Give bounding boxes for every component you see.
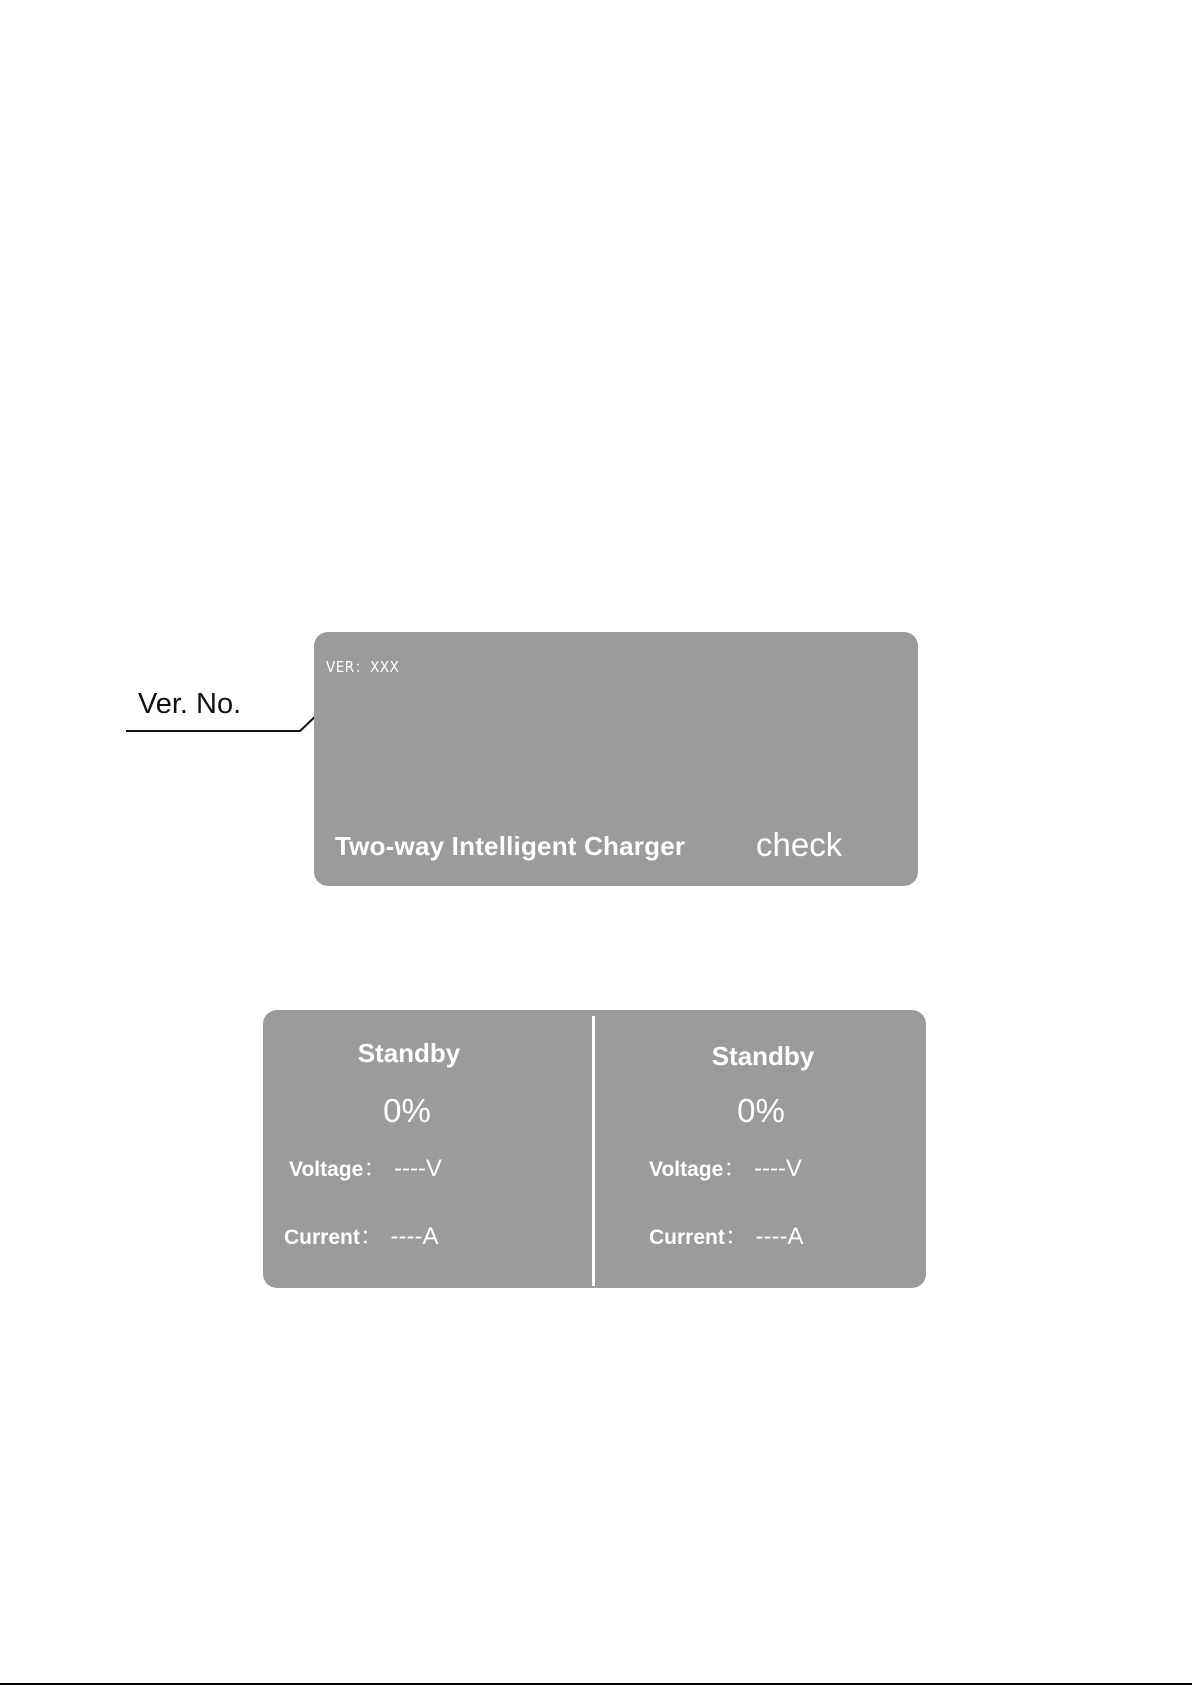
left-channel-current [284, 1216, 439, 1251]
left-channel-voltage [289, 1148, 442, 1183]
right-channel-percent: 0% [737, 1092, 785, 1129]
left-channel-percent: 0% [383, 1092, 431, 1129]
left-voltage-label: Voltage [289, 1158, 364, 1181]
right-voltage-value: ： ----V [723, 1155, 802, 1182]
product-name: Two-way Intelligent Charger [335, 831, 686, 861]
left-channel-state: Standby [357, 1038, 461, 1068]
left-current-value: ： ----A [359, 1223, 439, 1250]
check-status-text: check [756, 826, 843, 863]
version-number-callout-label: Ver. No. [138, 688, 242, 720]
left-voltage-value: ： ----V [363, 1155, 442, 1182]
right-channel-state: Standby [711, 1041, 815, 1071]
right-channel-voltage [649, 1148, 802, 1183]
right-current-value: ： ----A [724, 1223, 804, 1250]
status-screen-display [263, 1010, 926, 1288]
right-current-label: Current [649, 1226, 725, 1249]
right-channel-current [649, 1216, 804, 1251]
channel-divider [592, 1016, 595, 1286]
right-voltage-label: Voltage [649, 1158, 724, 1181]
version-text: VER：XXX [326, 658, 400, 676]
boot-screen-display [314, 632, 918, 886]
left-current-label: Current [284, 1226, 360, 1249]
